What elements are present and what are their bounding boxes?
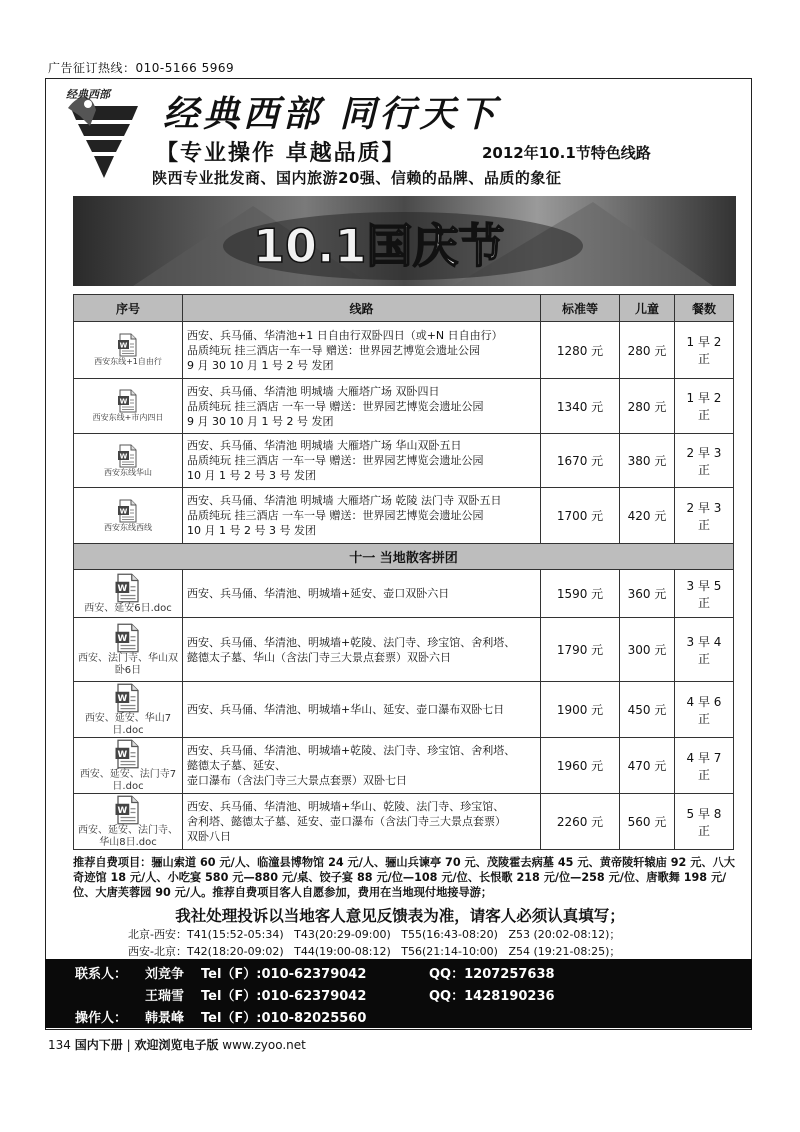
word-doc-icon: [115, 795, 141, 825]
doc-filename: 西安、延安、华山7日.doc: [84, 712, 172, 736]
standard-price: 1590 元: [541, 570, 620, 618]
child-price: 280 元: [620, 379, 675, 434]
child-price: 560 元: [620, 794, 675, 850]
banner-title: 10.1国庆节: [253, 219, 505, 273]
header-meals: 餐数: [675, 295, 734, 322]
doc-attachment[interactable]: [74, 488, 183, 544]
complaint-notice: 我社处理投诉以当地客人意见反馈表为准，请客人必须认真填写；: [175, 907, 625, 925]
table-header-row: [74, 295, 734, 322]
child-price: 470 元: [620, 738, 675, 794]
doc-filename: 西安东线+市内四日: [92, 413, 164, 422]
child-price: 420 元: [620, 488, 675, 544]
route-description: [183, 738, 541, 794]
route-description: [183, 794, 541, 850]
doc-attachment[interactable]: [74, 379, 183, 434]
meal-count: 2 早 3 正: [675, 434, 734, 488]
footer-welcome: 欢迎浏览电子版: [134, 1038, 219, 1052]
train-line-xian-beijing: 西安-北京：T42(18:20-09:02) T44(19:00-08:12) T56(21:14-10:00) Z54 (19:21-08:25)；: [128, 945, 621, 958]
contact-bar: [45, 959, 752, 1028]
route-line: 西安、兵马俑、华清池 明城墙 大雁塔广场 华山双卧五日: [187, 439, 462, 452]
contact-tel-1: Tel（F）:010-62379042: [201, 967, 367, 982]
route-description: [183, 570, 541, 618]
route-line: 品质纯玩 挂三酒店 一车一导 赠送：世界园艺博览会遗址公园: [187, 454, 484, 467]
routes-table: [73, 294, 734, 850]
route-line: 西安、兵马俑、华清池、明城墙+乾陵、法门寺、珍宝馆、舍利塔、: [187, 744, 516, 757]
standard-price: 1280 元: [541, 322, 620, 379]
route-line: 西安、兵马俑、华清池 明城墙 大雁塔广场 双卧四日: [187, 384, 440, 398]
meal-count: 1 早 2 正: [675, 322, 734, 379]
svg-text:W: W: [117, 633, 128, 644]
route-description: [183, 618, 541, 682]
route-line: 双卧八日: [187, 830, 231, 843]
optional-activities-note: 推荐自费项目：骊山索道 60 元/人、临潼县博物馆 24 元/人、骊山兵谏亭 70 元、茂陵霍去病墓 45 元、黄帝陵轩辕庙 92 元、八大奇迹馆 18 元/人、小吃宴 580 元—880 元/桌、饺子宴 88 元/位—108 元/位、长恨歌 218 元/位—258 元/位、唐歌舞 198 元/位、大唐芙蓉园 90 元/人。推荐自费项目客人自愿参加，费用在当地现付地接导游；: [73, 856, 735, 899]
footer-section: 国内下册: [74, 1038, 123, 1052]
child-price: 450 元: [620, 682, 675, 738]
doc-filename: 西安、延安、法门寺、华山8日.doc: [78, 824, 178, 848]
doc-filename: 西安、法门寺、华山双卧6日: [78, 652, 178, 676]
route-description: [183, 488, 541, 544]
word-doc-icon: [118, 333, 138, 357]
standard-price: 1700 元: [541, 488, 620, 544]
contact-qq-2: QQ：1428190236: [429, 989, 555, 1004]
svg-text:W: W: [119, 397, 128, 406]
company-description: 陕西专业批发商、国内旅游20强、信赖的品牌、品质的象征: [152, 169, 562, 187]
svg-text:W: W: [117, 805, 128, 816]
doc-attachment[interactable]: [74, 322, 183, 379]
meal-count: 3 早 5 正: [675, 570, 734, 618]
doc-attachment[interactable]: [74, 618, 183, 682]
route-line: 西安、兵马俑、华清池 明城墙 大雁塔广场 乾陵 法门寺 双卧五日: [187, 494, 502, 507]
contact-qq-1: QQ：1207257638: [429, 967, 555, 982]
operator-tel: Tel（F）:010-82025560: [201, 1011, 367, 1026]
svg-text:W: W: [117, 749, 128, 760]
doc-filename: 西安东线+1自由行: [94, 357, 162, 366]
theme-title: 2012年10.1节特色线路: [482, 144, 651, 162]
child-price: 300 元: [620, 618, 675, 682]
standard-price: 1340 元: [541, 379, 620, 434]
national-day-banner: [73, 196, 736, 286]
meal-count: 2 早 3 正: [675, 488, 734, 544]
meal-count: 4 早 6 正: [675, 682, 734, 738]
table-row: [74, 434, 734, 488]
meal-count: 1 早 2 正: [675, 379, 734, 434]
word-doc-icon: [115, 623, 141, 653]
meal-count: 3 早 4 正: [675, 618, 734, 682]
doc-attachment[interactable]: [74, 570, 183, 618]
word-doc-icon: [118, 444, 138, 468]
route-line: 10 月 1 号 2 号 3 号 发团: [187, 524, 316, 537]
route-line: 9 月 30 10 月 1 号 2 号 发团: [187, 358, 334, 372]
train-line-beijing-xian: 北京-西安：T41(15:52-05:34) T43(20:29-09:00) T55(16:43-08:20) Z53 (20:02-08:12)；: [128, 928, 621, 941]
contact-label: 联系人：: [75, 967, 128, 982]
contact-tel-2: Tel（F）:010-62379042: [201, 989, 367, 1004]
route-line: 品质纯玩 挂三酒店 一车一导 赠送：世界园艺博览会遗址公园: [187, 399, 484, 413]
table-row: [74, 379, 734, 434]
header-route: 线路: [183, 295, 541, 322]
table-row: [74, 738, 734, 794]
route-line: 西安、兵马俑、华清池+1 日自由行双卧四日（或+N 日自由行）: [187, 328, 503, 342]
table-row: [74, 618, 734, 682]
svg-text:W: W: [117, 693, 128, 704]
doc-filename: 西安、延安、法门寺7日.doc: [79, 768, 177, 792]
route-line: 懿德太子墓、华山（含法门寺三大景点套票）双卧六日: [187, 650, 451, 664]
word-doc-icon: [118, 389, 138, 413]
ad-hotline: 广告征订热线：010-5166 5969: [48, 61, 235, 75]
header-standard-price: 标准等: [541, 295, 620, 322]
standard-price: 2260 元: [541, 794, 620, 850]
standard-price: 1790 元: [541, 618, 620, 682]
route-line: 西安、兵马俑、华清池、明城墙+乾陵、法门寺、珍宝馆、舍利塔、: [187, 635, 516, 649]
route-description: [183, 379, 541, 434]
route-description: [183, 322, 541, 379]
operator-name: 韩景峰: [145, 1011, 185, 1026]
meal-count: 4 早 7 正: [675, 738, 734, 794]
meal-count: 5 早 8 正: [675, 794, 734, 850]
route-description: [183, 434, 541, 488]
footer-url[interactable]: www.zyoo.net: [222, 1038, 306, 1052]
route-line: 懿德太子墓、延安、: [187, 759, 286, 772]
page-number: 134: [48, 1038, 71, 1052]
table-row: [74, 682, 734, 738]
standard-price: 1670 元: [541, 434, 620, 488]
doc-attachment[interactable]: [74, 738, 183, 794]
slogan: 经典西部 同行天下: [163, 93, 500, 135]
svg-text:W: W: [119, 341, 128, 350]
table-row: [74, 794, 734, 850]
doc-filename: 西安东线西线: [104, 522, 152, 532]
header-child-price: 儿童: [620, 295, 675, 322]
section-title: 十一 当地散客拼团: [74, 544, 734, 570]
doc-filename: 西安、延安6日.doc: [84, 602, 172, 614]
operator-label: 操作人：: [75, 1011, 128, 1026]
train-schedule: [128, 926, 620, 960]
route-line: 西安、兵马俑、华清池、明城墙+延安、壶口双卧六日: [187, 587, 450, 600]
route-description: [183, 682, 541, 738]
child-price: 380 元: [620, 434, 675, 488]
svg-text:W: W: [119, 452, 128, 460]
doc-attachment[interactable]: [74, 794, 183, 850]
doc-attachment[interactable]: [74, 682, 183, 738]
route-line: 品质纯玩 挂三酒店 一车一导 赠送：世界园艺博览会遗址公园: [187, 509, 484, 522]
contact-name-1: 刘竞争: [145, 967, 185, 982]
table-row: [74, 570, 734, 618]
header-number: 序号: [74, 295, 183, 322]
word-doc-icon: [115, 683, 141, 713]
word-doc-icon: [115, 573, 141, 603]
doc-attachment[interactable]: [74, 434, 183, 488]
section-row: [74, 544, 734, 570]
child-price: 280 元: [620, 322, 675, 379]
standard-price: 1960 元: [541, 738, 620, 794]
contact-name-2: 王瑞雪: [145, 989, 185, 1004]
route-line: 舍利塔、懿德太子墓、延安、壶口瀑布（含法门寺三大景点套票）: [187, 815, 506, 828]
page-footer: 134 国内下册 | 欢迎浏览电子版 www.zyoo.net: [48, 1038, 306, 1052]
table-row: [74, 488, 734, 544]
word-doc-icon: [115, 739, 141, 769]
svg-text:W: W: [117, 583, 128, 594]
standard-price: 1900 元: [541, 682, 620, 738]
tagline: 【专业操作 卓越品质】: [156, 140, 406, 166]
route-line: 西安、兵马俑、华清池、明城墙+华山、乾陵、法门寺、珍宝馆、: [187, 800, 505, 813]
child-price: 360 元: [620, 570, 675, 618]
doc-filename: 西安东线华山: [104, 467, 152, 477]
logo-text: 经典西部: [66, 88, 110, 101]
route-line: 品质纯玩 挂三酒店一车一导 赠送：世界园艺博览会遗址公园: [187, 343, 480, 357]
route-line: 10 月 1 号 2 号 3 号 发团: [187, 469, 316, 482]
table-row: [74, 322, 734, 379]
word-doc-icon: [118, 499, 138, 523]
route-line: 西安、兵马俑、华清池、明城墙+华山、延安、壶口瀑布双卧七日: [187, 703, 505, 716]
route-line: 9 月 30 10 月 1 号 2 号 发团: [187, 414, 334, 428]
svg-text:W: W: [119, 507, 128, 515]
route-line: 壶口瀑布（含法门寺三大景点套票）双卧七日: [187, 774, 407, 787]
